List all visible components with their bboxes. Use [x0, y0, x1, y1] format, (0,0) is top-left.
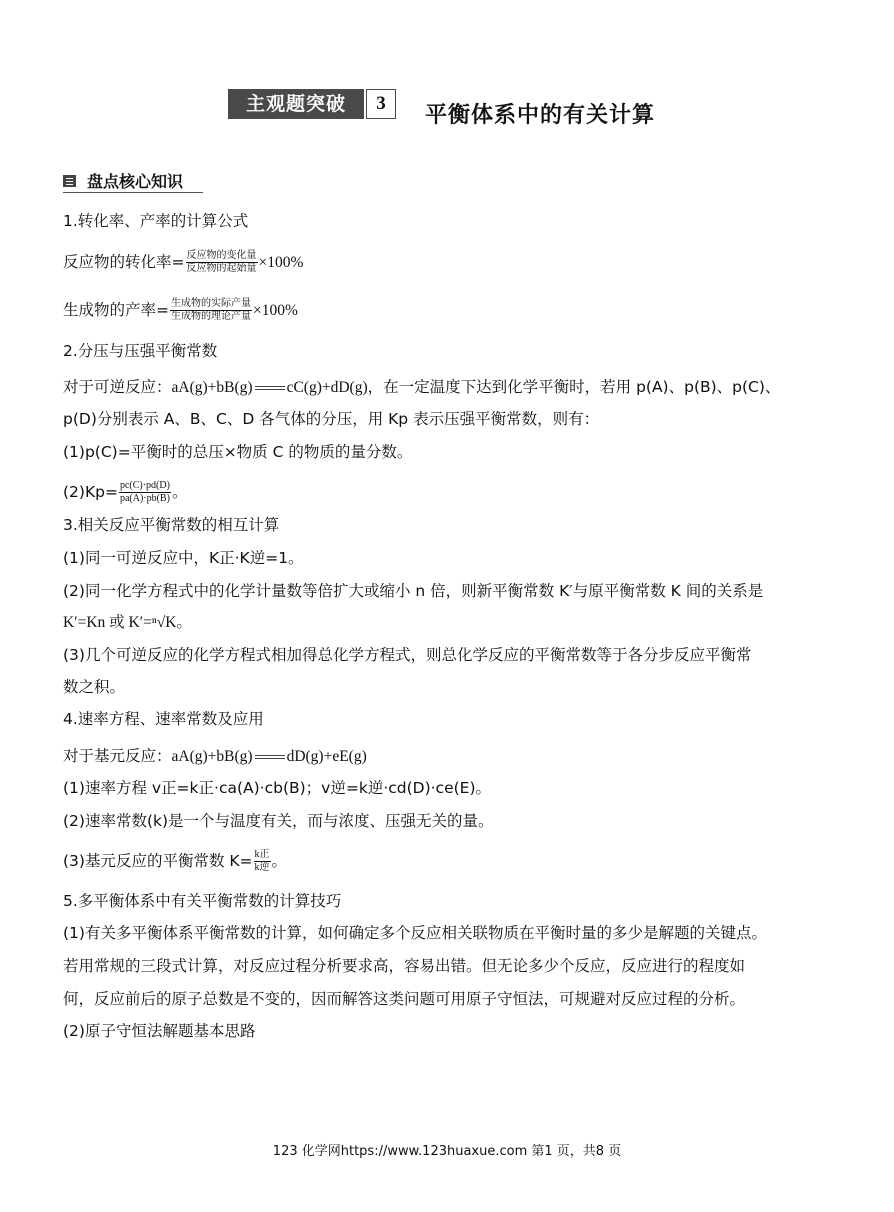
s4-line1 — [63, 745, 367, 768]
s2-line3: (1)p(C)=平衡时的总压×物质 C 的物质的量分数。 — [63, 443, 413, 461]
section-divider — [63, 192, 203, 193]
s4-heading: 4.速率方程、速率常数及应用 — [63, 710, 264, 728]
s4-l1-intro: 对于基元反应： — [63, 747, 172, 765]
page-footer: 123 化学网https://www.123huaxue.com 第1 页，共8 页 — [272, 1144, 622, 1159]
s5-heading: 5.多平衡体系中有关平衡常数的计算技巧 — [63, 892, 342, 910]
banner-number: 3 — [366, 89, 396, 119]
s2-heading: 2.分压与压强平衡常数 — [63, 342, 218, 360]
s3-heading: 3.相关反应平衡常数的相互计算 — [63, 516, 280, 534]
yield-denominator: 生成物的理论产量 — [171, 311, 251, 322]
s3-line2: (2)同一化学方程式中的化学计量数等倍扩大或缩小 n 倍，则新平衡常数 K′与原平衡常数 K 间的关系是 — [63, 582, 764, 600]
section-header — [63, 169, 183, 192]
kp-tail: 。 — [171, 483, 188, 501]
yield-fraction — [170, 298, 252, 323]
yield-lhs: 生成物的产率= — [63, 301, 169, 319]
s2-l1-rest: ，在一定温度下达到化学平衡时，若用 p(A)、p(B)、p(C)、 — [367, 378, 781, 396]
yield-tail: ×100% — [253, 302, 298, 319]
equilibrium-arrow-icon — [255, 753, 285, 761]
s2-line2: p(D)分别表示 A、B、C、D 各气体的分压，用 Kp 表示压强平衡常数，则有： — [63, 410, 600, 428]
section-label: 盘点核心知识 — [87, 172, 184, 191]
s5-line2: 若用常规的三段式计算，对反应过程分析要求高，容易出错。但无论多少个反应，反应进行的程度如 — [63, 957, 746, 975]
s2-reactants: aA(g)+bB(g) — [171, 379, 253, 396]
kp-numerator: pc(C)·pd(D) — [119, 480, 170, 491]
conversion-lhs: 反应物的转化率= — [63, 253, 185, 271]
k-numerator: k正 — [254, 849, 270, 860]
s1-heading: 1.转化率、产率的计算公式 — [63, 212, 249, 230]
s4-reactants: aA(g)+bB(g) — [171, 748, 253, 765]
conversion-fraction — [186, 250, 258, 275]
conversion-numerator: 反应物的变化量 — [186, 250, 257, 261]
s4-line3: (2)速率常数(k)是一个与温度有关，而与浓度、压强无关的量。 — [63, 812, 494, 830]
s5-line3: 何，反应前后的原子总数是不变的，因而解答这类问题可用原子守恒法，可规避对反应过程的分析。 — [63, 990, 746, 1008]
k-tail: 。 — [271, 852, 288, 870]
s5-line1: (1)有关多平衡体系平衡常数的计算，如何确定多个反应相关联物质在平衡时量的多少是解题的关键点。 — [63, 924, 767, 942]
s4-line2: (1)速率方程 v正=k正·ca(A)·cb(B)；v逆=k逆·cd(D)·ce(E)。 — [63, 779, 492, 797]
yield-formula — [63, 298, 298, 323]
kp-formula — [63, 480, 187, 505]
k-formula — [63, 849, 287, 874]
conversion-formula — [63, 250, 303, 275]
s5-line4: (2)原子守恒法解题基本思路 — [63, 1022, 256, 1040]
kp-prefix: (2)Kp= — [63, 483, 118, 501]
kp-fraction — [119, 480, 171, 505]
k-denominator: k逆 — [254, 862, 270, 873]
s2-products: cC(g)+dD(g) — [286, 379, 368, 396]
s3-line4: (3)几个可逆反应的化学方程式相加得总化学方程式，则总化学反应的平衡常数等于各分步反应平衡常 — [63, 646, 752, 664]
s2-line1 — [63, 376, 780, 399]
conversion-tail: ×100% — [258, 254, 304, 271]
k-prefix: (3)基元反应的平衡常数 K= — [63, 852, 253, 870]
topic-banner — [228, 89, 396, 119]
s2-l1-intro: 对于可逆反应： — [63, 378, 172, 396]
banner-label: 主观题突破 — [228, 89, 364, 119]
s3-line3: K′=Kn 或 K′=ⁿ√K。 — [63, 614, 192, 631]
document-icon — [63, 174, 77, 188]
kp-denominator: pa(A)·pb(B) — [119, 493, 170, 504]
s3-line1: (1)同一可逆反应中，K正·K逆=1。 — [63, 549, 304, 567]
page-title: 平衡体系中的有关计算 — [425, 103, 656, 128]
yield-numerator: 生成物的实际产量 — [171, 298, 251, 309]
s4-products: dD(g)+eE(g) — [286, 748, 367, 765]
k-fraction — [254, 849, 271, 874]
s3-line5: 数之积。 — [63, 678, 126, 696]
conversion-denominator: 反应物的起始量 — [186, 263, 257, 274]
equilibrium-arrow-icon — [255, 384, 285, 392]
